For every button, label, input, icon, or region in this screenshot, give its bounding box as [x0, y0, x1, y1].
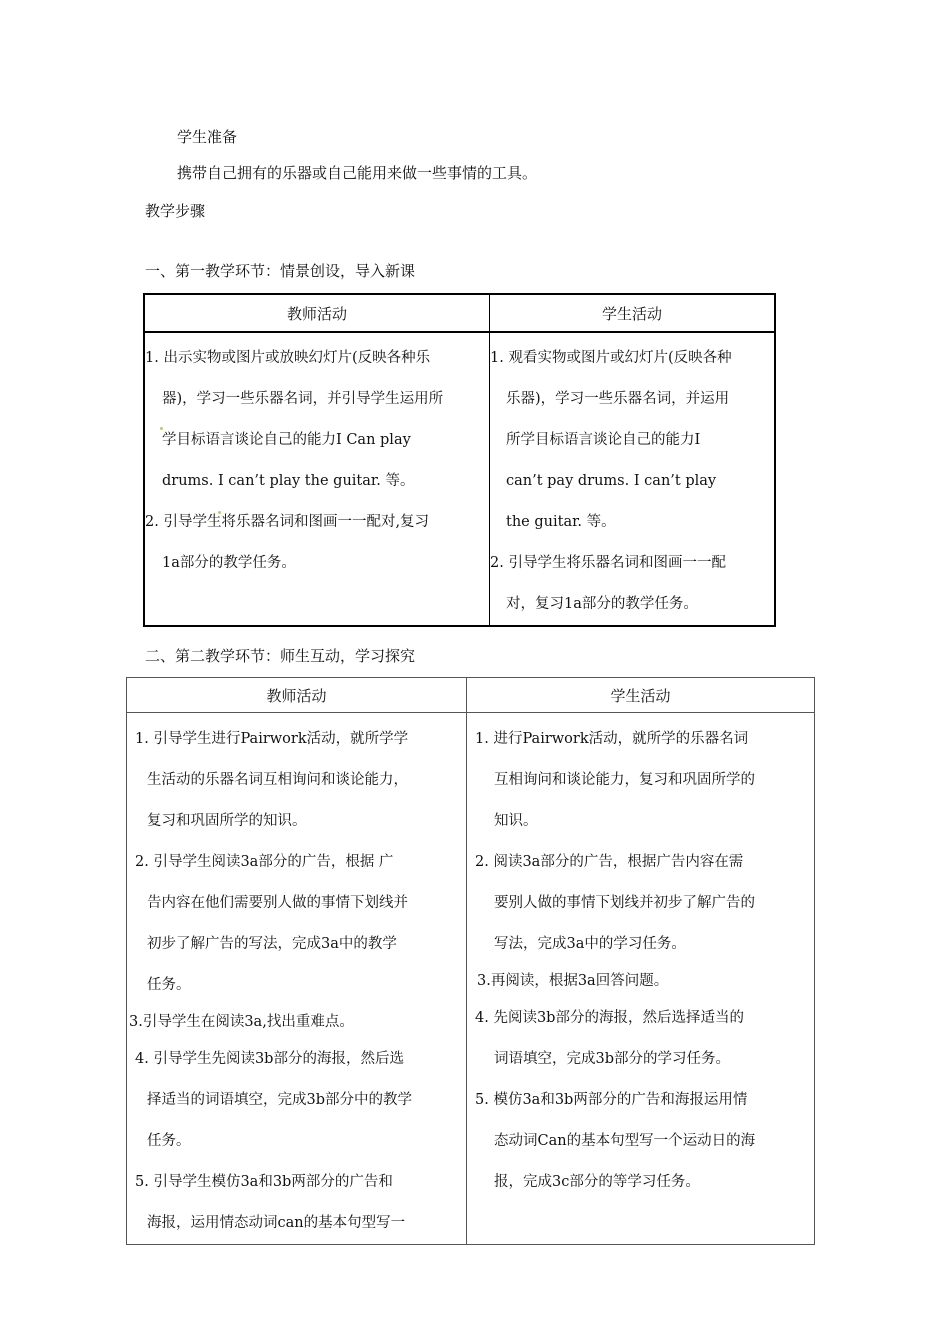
table-header: 教师活动	[127, 678, 467, 713]
student-activity-cell	[490, 332, 776, 626]
table-header: 学生活动	[467, 678, 815, 713]
list-item: drums. I can’t play the guitar. 等。	[162, 473, 415, 489]
list-item: 5. 引导学生模仿3a和3b两部分的广告和	[135, 1174, 393, 1190]
list-item: 告内容在他们需要别人做的事情下划线并	[147, 895, 408, 911]
section1-table	[143, 293, 776, 627]
speck-mark	[160, 427, 163, 430]
list-item: 任务。	[147, 1133, 191, 1149]
list-item: 海报，运用情态动词can的基本句型写一	[147, 1215, 406, 1231]
list-item: 知识。	[494, 813, 538, 829]
list-item: the guitar. 等。	[506, 514, 616, 530]
list-item: 2. 引导学生将乐器名词和图画一一配对,复习	[145, 514, 430, 530]
list-item: 对，复习1a部分的教学任务。	[506, 596, 698, 612]
student-prep-heading: 学生准备	[177, 128, 238, 146]
list-item: 任务。	[147, 977, 191, 993]
list-item: 态动词Can的基本句型写一个运动日的海	[494, 1133, 756, 1149]
list-item: 择适当的词语填空，完成3b部分中的教学	[147, 1092, 413, 1108]
section1-title: 一、第一教学环节：情景创设，导入新课	[145, 262, 416, 280]
list-item: 报，完成3c部分的等学习任务。	[494, 1174, 700, 1190]
student-activity-cell	[467, 713, 815, 1245]
list-item: 1. 引导学生进行Pairwork活动，就所学学	[135, 731, 409, 747]
list-item: 2. 引导学生将乐器名词和图画一一配	[490, 555, 726, 571]
list-item: 3.引导学生在阅读3a,找出重难点。	[129, 1014, 354, 1030]
speck-mark	[218, 511, 221, 514]
list-item: 复习和巩固所学的知识。	[147, 813, 307, 829]
list-item: 所学目标语言谈论自己的能力I	[506, 432, 701, 448]
list-item: 器)，学习一些乐器名词，并引导学生运用所	[162, 391, 444, 407]
list-item: 2. 引导学生阅读3a部分的广告，根据 广	[135, 854, 394, 870]
list-item: 生活动的乐器名词互相询问和谈论能力，	[147, 772, 408, 788]
list-item: 要别人做的事情下划线并初步了解广告的	[494, 895, 755, 911]
section2-title: 二、第二教学环节：师生互动，学习探究	[145, 647, 416, 665]
list-item: 1a部分的教学任务。	[162, 555, 296, 571]
steps-heading: 教学步骤	[145, 202, 206, 220]
list-item: can’t pay drums. I can’t play	[506, 473, 717, 489]
list-item: 1. 观看实物或图片或幻灯片(反映各种	[490, 350, 732, 366]
student-prep-text: 携带自己拥有的乐器或自己能用来做一些事情的工具。	[177, 164, 538, 182]
list-item: 互相询问和谈论能力，复习和巩固所学的	[494, 772, 755, 788]
list-item: 写法，完成3a中的学习任务。	[494, 936, 686, 952]
list-item: 3.再阅读，根据3a回答问题。	[477, 973, 669, 989]
list-item: 初步了解广告的写法，完成3a中的教学	[147, 936, 397, 952]
table-header: 学生活动	[490, 294, 776, 332]
list-item: 乐器)，学习一些乐器名词，并运用	[506, 391, 730, 407]
list-item: 1. 出示实物或图片或放映幻灯片(反映各种乐	[145, 350, 431, 366]
list-item: 4. 引导学生先阅读3b部分的海报，然后选	[135, 1051, 404, 1067]
section2-table	[126, 677, 815, 1245]
teacher-activity-cell	[127, 713, 467, 1245]
list-item: 4. 先阅读3b部分的海报，然后选择适当的	[475, 1010, 744, 1026]
list-item: 学目标语言谈论自己的能力I Can play	[162, 432, 411, 448]
list-item: 词语填空，完成3b部分的学习任务。	[494, 1051, 731, 1067]
table-header: 教师活动	[144, 294, 490, 332]
list-item: 5. 模仿3a和3b两部分的广告和海报运用情	[475, 1092, 748, 1108]
teacher-activity-cell	[144, 332, 490, 626]
list-item: 1. 进行Pairwork活动，就所学的乐器名词	[475, 731, 749, 747]
list-item: 2. 阅读3a部分的广告，根据广告内容在需	[475, 854, 744, 870]
